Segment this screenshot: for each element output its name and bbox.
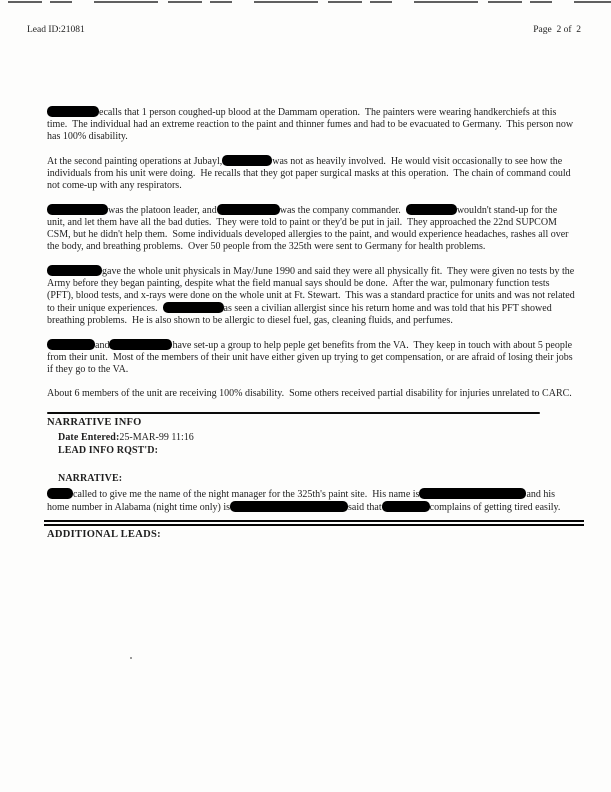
additional-leads-heading: ADDITIONAL LEADS: [47, 529, 161, 540]
lead-id-label: Lead ID:21081 [27, 25, 85, 35]
text-segment: said that [348, 502, 382, 513]
lead-info-rqstd-field [58, 445, 575, 458]
paragraph-5 [47, 339, 575, 376]
redaction-bar [419, 488, 526, 499]
paragraph-4 [47, 265, 578, 327]
redaction-bar [230, 501, 348, 512]
paragraph-3 [47, 204, 575, 253]
text-segment: wouldn't stand-up for the unit, and let them have all the bad duties. They were told to paint or they'd be put in jail. They approached the 22nd SUPCOM CSM, but he didn't help them. Some individuals developed allergies to the paint, and would experience headaches, rashes all over the body, and breathing problems. Over 50 people from the 325th were sent to Germany for health problems. [47, 205, 571, 252]
text-segment: was the company commander. [279, 205, 406, 216]
paragraph-1 [47, 106, 575, 143]
date-entered-field [58, 432, 575, 445]
redaction-bar [217, 204, 280, 215]
document-body [0, 106, 611, 541]
text-segment: complains of getting tired easily. [429, 502, 561, 513]
paragraph-2 [47, 155, 575, 192]
redaction-bar [47, 488, 73, 499]
redaction-bar [47, 106, 99, 117]
redaction-bar [109, 339, 172, 350]
text-segment: called to give me the name of the night manager for the 325th's paint site. His name is [73, 489, 420, 500]
date-entered-value: 25-MAR-99 11:16 [119, 432, 194, 443]
text-segment: and [95, 340, 110, 351]
redaction-bar [406, 204, 457, 215]
text-segment: and his home number in Alabama (night time only) is [47, 489, 558, 513]
text-segment: as seen a civilian allergist since his return home and was told that his PFT showed breathing problems. He is also shown to be allergic to diesel fuel, gas, cleaning fluids, and perfumes. [47, 303, 555, 326]
paragraph-6 [47, 388, 575, 400]
page-header [0, 0, 611, 36]
redaction-bar [47, 339, 95, 350]
redaction-bar [47, 265, 102, 276]
scan-speck [130, 657, 132, 659]
redaction-bar [47, 204, 108, 215]
narrative-info-heading: NARRATIVE INFO [47, 417, 142, 428]
scan-artifact-top-line [8, 1, 611, 3]
narrative-heading: NARRATIVE: [58, 473, 123, 484]
text-segment: About 6 members of the unit are receiving 100% disability. Some others received partial disability for injuries unrelated to CARC. [47, 388, 572, 399]
text-segment: At the second painting operations at Jubayl, [47, 156, 223, 167]
double-divider-line [44, 520, 584, 526]
narrative-paragraph [47, 488, 575, 514]
date-entered-label: Date Entered: [58, 432, 120, 443]
text-segment: gave the whole unit physicals in May/June 1990 and said they were all physically fit. They were given no tests by the Army before they began painting, despite what the field manual says should be done. After the war, pulmonary function tests (PFT), blood tests, and x-rays were done on the whole unit at Ft. Stewart. This was a standard practice for units and was not related to their unique experiences. [47, 266, 578, 314]
section-divider-line [47, 412, 540, 414]
text-segment: have set-up a group to help peple get benefits from the VA. They keep in touch with about 5 people from their unit. Most of the members of their unit have either given up trying to get compensation, or are afraid of losing their jobs if they go to the VA. [47, 340, 576, 375]
lead-info-rqstd-label: LEAD INFO RQST'D: [58, 444, 159, 456]
text-segment: was the platoon leader, and [108, 205, 217, 216]
redaction-bar [382, 501, 430, 512]
page-number-label: Page 2 of 2 [533, 25, 581, 35]
redaction-bar [163, 302, 224, 313]
redaction-bar [222, 155, 272, 166]
text-segment: ecalls that 1 person coughed-up blood at the Dammam operation. The painters were wearing handkerchiefs at this time. The individual had an extreme reaction to the paint and thinner fumes and had to be evacuated to Germany. This person now has 100% disability. [47, 107, 576, 142]
text-segment: was not as heavily involved. He would visit occasionally to see how the individuals from his unit were doing. He recalls that they got paper surgical masks at this operation. The chain of command could not come-up with any respirators. [47, 156, 574, 191]
